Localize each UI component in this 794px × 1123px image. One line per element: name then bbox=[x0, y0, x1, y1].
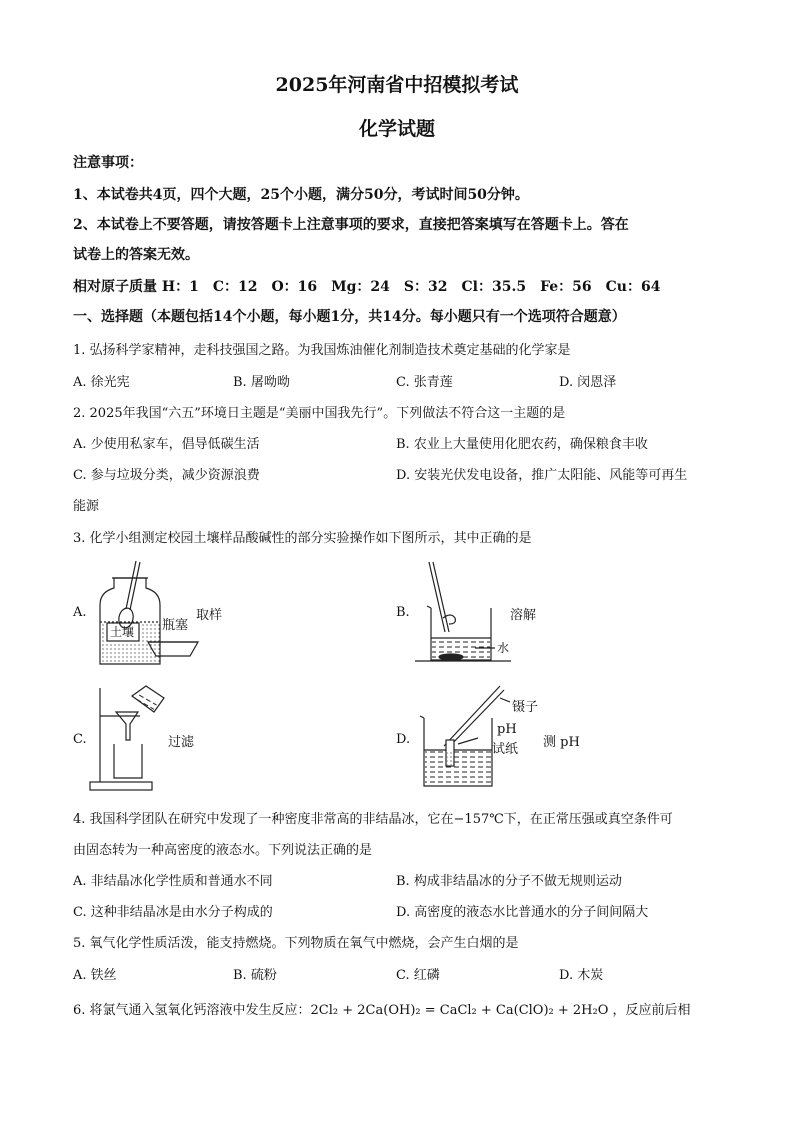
fig-c-caption: 过滤 bbox=[168, 735, 195, 750]
q2-option-d-cont: 能源 bbox=[73, 499, 100, 514]
fig-b-caption: 溶解 bbox=[510, 608, 537, 623]
q2-option-a: A. 少使用私家车，倡导低碳生活 bbox=[73, 437, 260, 452]
question-5-stem: 5. 氧气化学性质活泼，能支持燃烧。下列物质在氧气中燃烧，会产生白烟的是 bbox=[73, 936, 519, 951]
q5-option-d: D. 木炭 bbox=[559, 968, 604, 983]
q5-option-b: B. 硫粉 bbox=[233, 968, 277, 983]
question-2-stem: 2. 2025年我国“六五”环境日主题是“美丽中国我先行”。下列做法不符合这一主题的是 bbox=[73, 406, 566, 421]
q2-option-d: D. 安装光伏发电设备，推广太阳能、风能等可再生 bbox=[396, 468, 688, 483]
q5-option-a: A. 铁丝 bbox=[73, 968, 117, 983]
section-heading: 一、选择题（本题包括14个小题，每小题1分，共14分。每小题只有一个选项符合题意） bbox=[73, 309, 626, 325]
fig-a-soil-label: 土壤 bbox=[110, 625, 135, 639]
q4-option-c: C. 这种非结晶冰是由水分子构成的 bbox=[73, 905, 273, 920]
q5-option-c: C. 红磷 bbox=[396, 968, 440, 983]
fig-a-letter: A. bbox=[73, 605, 87, 620]
exam-subtitle: 化学试题 bbox=[358, 118, 435, 140]
question-4-stem-cont: 由固态转为一种高密度的液态水。下列说法正确的是 bbox=[73, 843, 373, 858]
fig-d-paper-label: 试纸 bbox=[492, 742, 519, 757]
fig-d-letter: D. bbox=[396, 732, 411, 747]
q1-option-a: A. 徐光宪 bbox=[73, 375, 130, 390]
fig-c-letter: C. bbox=[73, 732, 87, 747]
question-4-stem: 4. 我国科学团队在研究中发现了一种密度非常高的非结晶冰，它在−157℃下，在正常压强或真空条件可 bbox=[73, 812, 673, 827]
question-6-stem: 6. 将氯气通入氢氧化钙溶液中发生反应：2Cl₂ + 2Ca(OH)₂ = CaCl₂ + Ca(ClO)₂ + 2H₂O ，反应前后相 bbox=[73, 1003, 691, 1018]
q1-option-c: C. 张青莲 bbox=[396, 375, 453, 390]
notes-heading: 注意事项： bbox=[73, 155, 143, 171]
fig-d-ph-label: pH bbox=[497, 722, 517, 737]
notes-item-1: 1、本试卷共4页，四个大题，25个小题，满分50分，考试时间50分钟。 bbox=[73, 187, 529, 203]
q1-option-b: B. 屠呦呦 bbox=[233, 375, 290, 390]
exam-title: 2025年河南省中招模拟考试 bbox=[275, 74, 519, 96]
notes-item-2-cont: 试卷上的答案无效。 bbox=[73, 247, 199, 263]
q2-option-c: C. 参与垃圾分类，减少资源浪费 bbox=[73, 468, 260, 483]
fig-d-caption: 测 pH bbox=[543, 735, 580, 750]
fig-a-stopper-label: 瓶塞 bbox=[162, 618, 189, 633]
fig-c-filtering-diagram bbox=[88, 682, 178, 794]
q1-option-d: D. 闵恩泽 bbox=[559, 375, 617, 390]
question-3-stem: 3. 化学小组测定校园土壤样品酸碱性的部分实验操作如下图所示，其中正确的是 bbox=[73, 531, 532, 546]
question-1-stem: 1. 弘扬科学家精神，走科技强国之路。为我国炼油催化剂制造技术奠定基础的化学家是 bbox=[73, 343, 571, 358]
q4-option-d: D. 高密度的液态水比普通水的分子间间隔大 bbox=[396, 905, 649, 920]
atomic-mass-line: 相对原子质量 H：1 C：12 O：16 Mg：24 S：32 Cl：35.5 Fe：56 Cu：64 bbox=[73, 279, 661, 295]
q4-option-a: A. 非结晶冰化学性质和普通水不同 bbox=[73, 874, 273, 889]
fig-b-letter: B. bbox=[396, 605, 410, 620]
fig-d-tweezers-label: 镊子 bbox=[512, 700, 539, 715]
notes-item-2: 2、本试卷上不要答题，请按答题卡上注意事项的要求，直接把答案填写在答题卡上。答在 bbox=[73, 217, 629, 233]
q4-option-b: B. 构成非结晶冰的分子不做无规则运动 bbox=[396, 874, 622, 889]
q2-option-b: B. 农业上大量使用化肥农药，确保粮食丰收 bbox=[396, 437, 648, 452]
fig-b-water-label: 水 bbox=[497, 641, 510, 655]
fig-a-caption: 取样 bbox=[196, 608, 223, 623]
